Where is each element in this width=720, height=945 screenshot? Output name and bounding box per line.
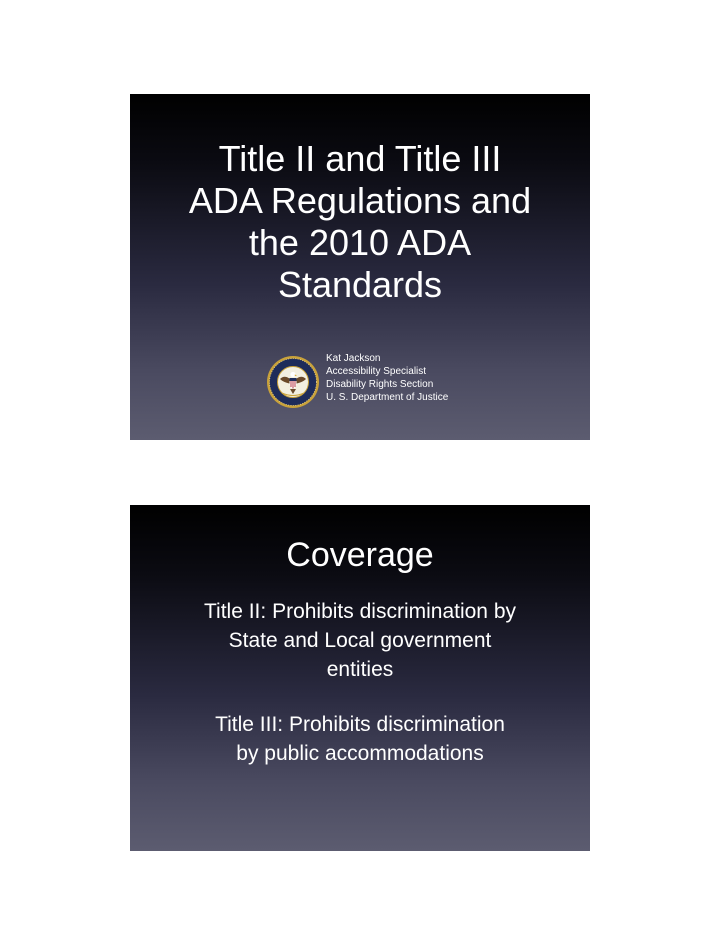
- presenter-name: Kat Jackson: [326, 353, 381, 364]
- coverage-title-iii: [130, 710, 590, 768]
- paragraph-line: by public accommodations: [236, 742, 484, 765]
- presenter-role: Accessibility Specialist: [326, 366, 427, 377]
- paragraph-line: State and Local government: [228, 629, 492, 652]
- presenter-info: [326, 352, 448, 404]
- presenter-department: U. S. Department of Justice: [326, 392, 449, 403]
- title-line: Standards: [277, 264, 443, 305]
- paragraph-line: Title III: Prohibits discrimination: [215, 713, 505, 736]
- presenter-section: Disability Rights Section: [326, 379, 434, 390]
- slide-title-heading: [130, 138, 590, 306]
- slide-coverage: [130, 505, 590, 851]
- slide-title: [130, 94, 590, 440]
- coverage-title-ii: [130, 597, 590, 684]
- title-line: ADA Regulations and: [188, 180, 532, 221]
- title-line: Title II and Title III: [218, 138, 502, 179]
- doj-seal-icon: [266, 355, 320, 409]
- title-line: the 2010 ADA: [248, 222, 472, 263]
- presenter-credit: [266, 353, 448, 409]
- paragraph-line: Title II: Prohibits discrimination by: [204, 600, 516, 623]
- paragraph-line: entities: [326, 658, 394, 681]
- slide-coverage-heading: Coverage: [286, 536, 434, 574]
